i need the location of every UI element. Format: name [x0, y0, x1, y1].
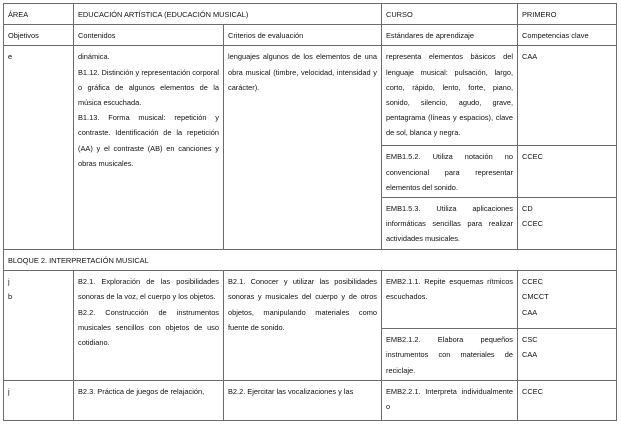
contenido-item: B2.1. Exploración de las posibilidades sonoras de la voz, el cuerpo y los objetos.	[78, 277, 219, 302]
competencia-item: CCEC	[522, 219, 543, 229]
competencias-cell	[518, 198, 617, 250]
estandar-cell: EMB2.2.1. Interpreta individualmente o	[382, 380, 518, 420]
curso-value: PRIMERO	[518, 4, 617, 25]
competencias-cell	[518, 146, 617, 198]
table-row	[4, 46, 617, 146]
objetivos-cell	[4, 271, 74, 381]
competencia-item: CCEC	[522, 277, 543, 287]
contenido-item: B1.13. Forma musical: repetición y contraste. Identificación de la repetición (AA) y el contraste (AB) en canciones y obras musicales.	[78, 113, 219, 168]
estandar-cell: EMB1.5.2. Utiliza notación no convencional para representar elementos del sonido.	[382, 146, 518, 198]
objetivo-item: b	[8, 292, 13, 302]
competencias-cell	[518, 46, 617, 146]
table-row	[4, 380, 617, 420]
criterio-cell: B2.2. Ejercitar las vocalizaciones y las	[224, 380, 382, 420]
col-estandares: Estándares de aprendizaje	[382, 25, 518, 46]
criterio-cell: lenguajes algunos de los elementos de una obra musical (timbre, velocidad, intensidad y carácter).	[224, 46, 382, 250]
col-competencias: Competencias clave	[518, 25, 617, 46]
table-row	[4, 271, 617, 329]
objetivo-cell: e	[4, 46, 74, 250]
competencias-cell	[518, 380, 617, 420]
competencia-item: CAA	[522, 307, 538, 317]
estandar-cell: EMB2.1.1. Repite esquemas rítmicos escuchados.	[382, 271, 518, 329]
curriculum-document	[3, 3, 616, 421]
competencia-item: CCEC	[522, 152, 543, 162]
objetivo-item: j	[8, 277, 10, 287]
contenidos-cell: B2.3. Práctica de juegos de relajación,	[74, 380, 224, 420]
col-objetivos: Objetivos	[4, 25, 74, 46]
curso-label: CURSO	[382, 4, 518, 25]
area-value: EDUCACIÓN ARTÍSTICA (EDUCACIÓN MUSICAL)	[74, 4, 382, 25]
competencias-cell	[518, 329, 617, 381]
contenido-item: dinámica.	[78, 52, 110, 62]
contenidos-cell	[74, 46, 224, 250]
contenido-item: B1.12. Distinción y representación corporal o gráfica de algunos elementos de la música escuchada.	[78, 67, 219, 108]
block-title: BLOQUE 2. INTERPRETACIÓN MUSICAL	[4, 250, 617, 271]
objetivo-cell: j	[4, 380, 74, 420]
contenidos-cell	[74, 271, 224, 381]
col-criterios: Criterios de evaluación	[224, 25, 382, 46]
area-label: ÁREA	[4, 4, 74, 25]
estandar-cell: EMB2.1.2. Elabora pequeños instrumentos con materiales de reciclaje.	[382, 329, 518, 381]
block-title-row	[4, 250, 617, 271]
competencias-cell	[518, 271, 617, 329]
estandar-cell: EMB1.5.3. Utiliza aplicaciones informáticas sencillas para realizar actividades musicales.	[382, 198, 518, 250]
competencia-item: CD	[522, 204, 533, 214]
competencia-item: CAA	[522, 52, 538, 62]
col-contenidos: Contenidos	[74, 25, 224, 46]
criterio-cell: B2.1. Conocer y utilizar las posibilidades sonoras y musicales del cuerpo y de otros objetos, manipulando materiales como fuente de sonido.	[224, 271, 382, 381]
curriculum-table	[3, 3, 617, 421]
competencia-item: CAA	[522, 350, 538, 360]
competencia-item: CCEC	[522, 386, 543, 396]
competencia-item: CSC	[522, 335, 538, 345]
competencia-item: CMCCT	[522, 292, 549, 302]
estandar-cell: representa elementos básicos del lenguaje musical: pulsación, largo, corto, rápido, lento, forte, piano, sonido, silencio, agudo, grave, pentagrama (líneas y espacios), clave de sol, blanca y negra.	[382, 46, 518, 146]
column-header-row	[4, 25, 617, 46]
contenido-item: B2.2. Construcción de instrumentos musicales sencillos con objetos de uso cotidiano.	[78, 307, 219, 348]
header-row	[4, 4, 617, 25]
